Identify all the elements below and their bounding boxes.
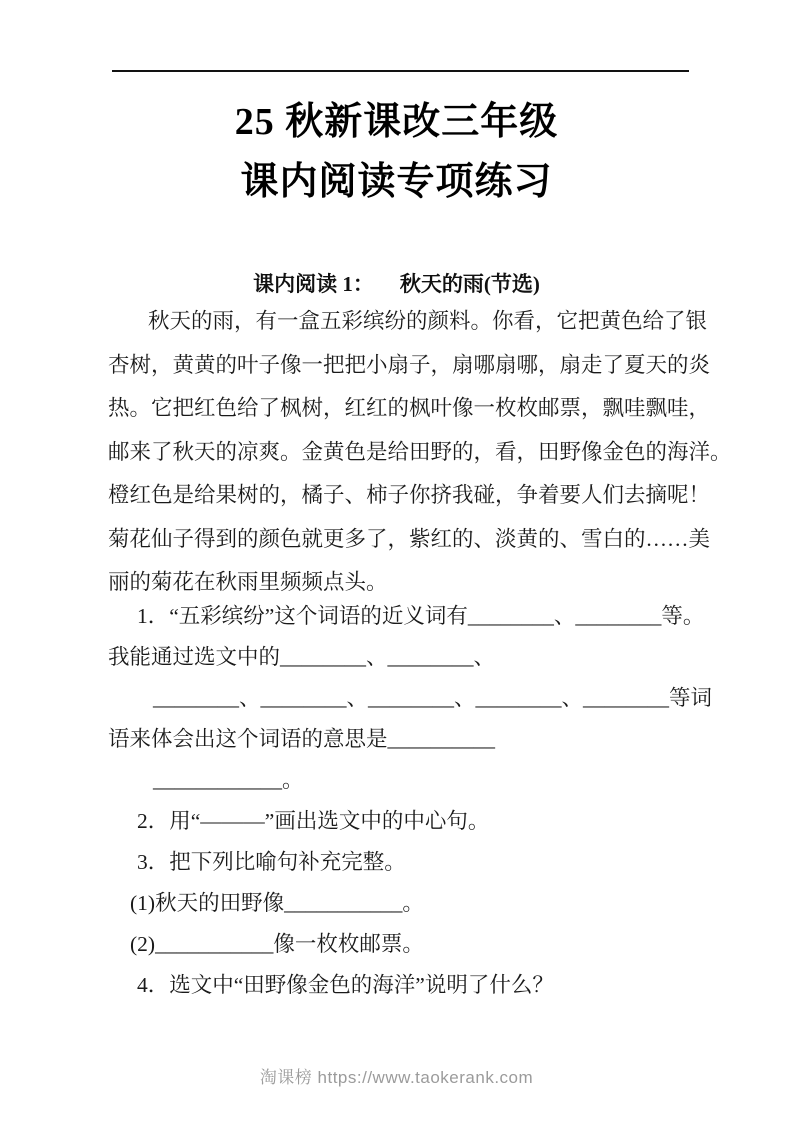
passage-line: 菊花仙子得到的颜色就更多了，紫红的、淡黄的、雪白的……美 bbox=[108, 526, 711, 551]
question-1-line-3: ________、________、________、________、________等词 bbox=[153, 686, 713, 710]
document-title-line1: 25 秋新课改三年级 bbox=[234, 101, 559, 143]
passage-line: 邮来了秋天的凉爽。金黄色是给田野的，看，田野像金色的海洋。 bbox=[108, 439, 732, 464]
question-1-line-2: 我能通过选文中的________、________、 bbox=[108, 645, 496, 669]
passage-line: 秋天的雨，有一盒五彩缤纷的颜料。你看，它把黄色给了银 bbox=[148, 309, 708, 333]
document-title bbox=[0, 92, 793, 212]
footer-watermark bbox=[0, 1063, 793, 1088]
section-heading bbox=[0, 268, 793, 298]
footer-site-text: 淘课榜 https://www.taokerank.com bbox=[259, 1068, 534, 1087]
passage-line: 橙红色是给果树的，橘子、柿子你挤我碰，争着要人们去摘呢！ bbox=[108, 483, 711, 507]
question-2: 2．用“———”画出选文中的中心句。 bbox=[137, 809, 490, 833]
question-1-line-1: 1．“五彩缤纷”这个词语的近义词有________、________等。 bbox=[137, 604, 705, 628]
question-3-item-2: (2)___________像一枚枚邮票。 bbox=[130, 932, 424, 956]
question-1-line-5: ____________。 bbox=[153, 768, 304, 792]
question-3-item-1: (1)秋天的田野像___________。 bbox=[130, 891, 424, 915]
header-rule bbox=[112, 70, 689, 72]
question-1-line-4: 语来体会出这个词语的意思是__________ bbox=[108, 727, 496, 751]
question-3: 3．把下列比喻句补充完整。 bbox=[137, 850, 406, 874]
document-title-line2: 课内阅读专项练习 bbox=[240, 161, 553, 203]
section-label: 课内阅读 1： bbox=[253, 272, 374, 296]
section-title: 秋天的雨(节选) bbox=[399, 272, 540, 296]
question-list bbox=[108, 596, 713, 1006]
reading-passage bbox=[108, 300, 732, 605]
passage-line: 丽的菊花在秋雨里频频点头。 bbox=[108, 570, 388, 594]
question-4: 4．选文中“田野像金色的海洋”说明了什么？ bbox=[137, 973, 554, 997]
passage-line: 杏树，黄黄的叶子像一把把小扇子，扇哪扇哪，扇走了夏天的炎 bbox=[108, 352, 711, 377]
passage-line: 热。它把红色给了枫树，红红的枫叶像一枚枚邮票，飘哇飘哇， bbox=[108, 396, 711, 420]
